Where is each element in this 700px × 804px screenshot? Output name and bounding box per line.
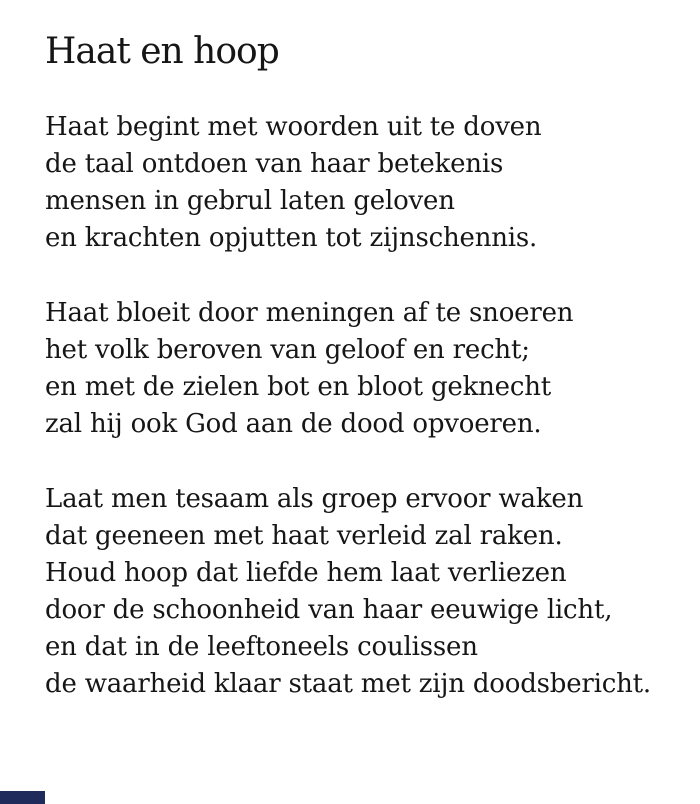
stanza bbox=[45, 295, 672, 443]
stanza bbox=[45, 109, 672, 257]
poem-line: de waarheid klaar staat met zijn doodsbericht. bbox=[45, 669, 651, 699]
poem-line: Haat bloeit door meningen af te snoeren bbox=[45, 298, 574, 328]
poem-title: Haat en hoop bbox=[45, 31, 279, 72]
footer-accent-bar bbox=[0, 791, 45, 804]
poem-line: en met de zielen bot en bloot geknecht bbox=[45, 372, 552, 402]
poem-line: Laat men tesaam als groep ervoor waken bbox=[45, 484, 584, 514]
poem-line: Houd hoop dat liefde hem laat verliezen bbox=[45, 558, 567, 588]
poem-line: en dat in de leeftoneels coulissen bbox=[45, 632, 478, 662]
poem-line: en krachten opjutten tot zijnschennis. bbox=[45, 223, 538, 253]
poem-line: dat geeneen met haat verleid zal raken. bbox=[45, 521, 563, 551]
poem-line: Haat begint met woorden uit te doven bbox=[45, 112, 542, 142]
poem-line: mensen in gebrul laten geloven bbox=[45, 186, 455, 216]
poem-line: zal hij ook God aan de dood opvoeren. bbox=[45, 409, 542, 439]
poem-line: de taal ontdoen van haar betekenis bbox=[45, 149, 504, 179]
stanza bbox=[45, 481, 672, 703]
poem-line: door de schoonheid van haar eeuwige licht, bbox=[45, 595, 613, 625]
poem-line: het volk beroven van geloof en recht; bbox=[45, 335, 530, 365]
poem-stanzas bbox=[45, 109, 672, 703]
